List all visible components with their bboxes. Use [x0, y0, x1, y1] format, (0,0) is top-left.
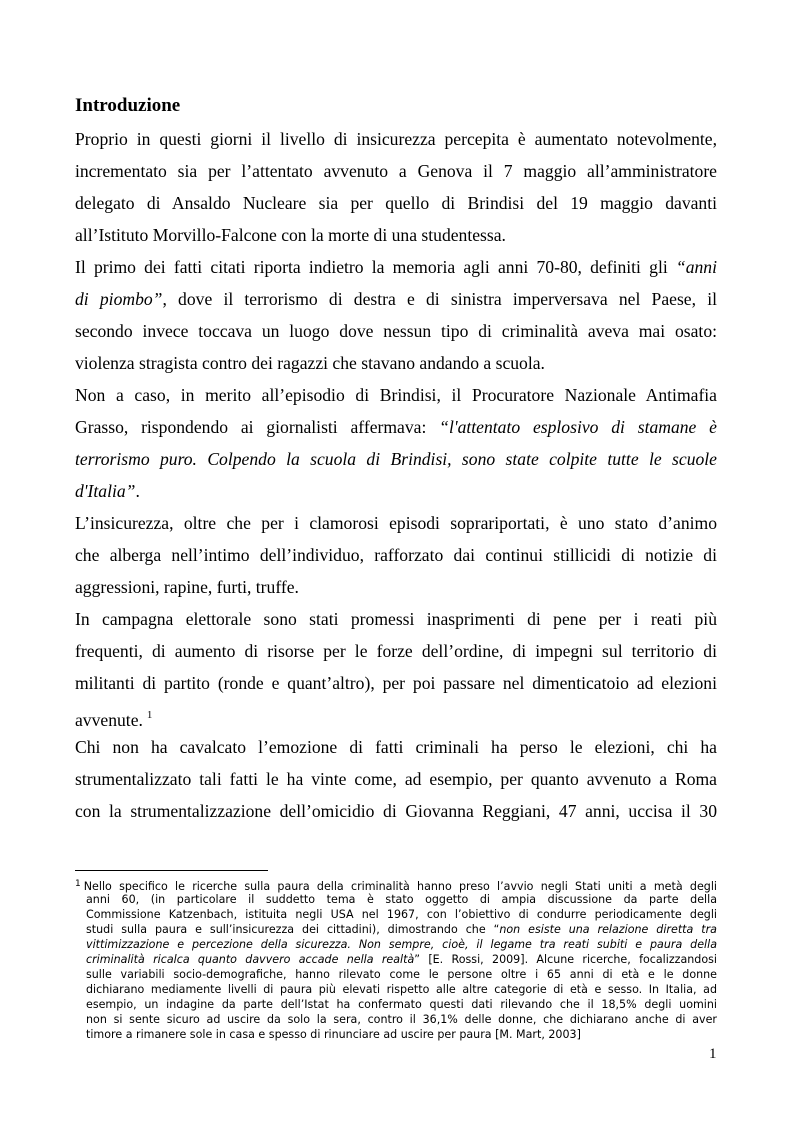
text-run: , dove il terrorismo di destra e di sinistra imperversava nel Paese, il [162, 289, 717, 309]
text-run: esempio, un indagine da parte dell’Istat ha confermato questi dati rilevando che il 18,5% degli uomini [86, 998, 717, 1011]
footnote-reference: 1 [146, 709, 153, 721]
italic-quote: criminalità ricalca quanto davvero accade nella realtà [86, 953, 415, 966]
footnote-divider [75, 870, 268, 871]
footnote-line [86, 982, 717, 997]
body-line [75, 671, 717, 695]
footnote-line [86, 922, 717, 937]
text-run: ” [E. Rossi, 2009]. Alcune ricerche, focalizzandosi [414, 953, 717, 966]
body-line [75, 479, 717, 503]
text-run: Chi non ha cavalcato l’emozione di fatti criminali ha perso le elezioni, chi ha [75, 737, 717, 757]
body-line [75, 287, 717, 311]
text-run: In campagna elettorale sono stati promessi inasprimenti di pene per i reati più [75, 609, 717, 629]
text-run: che alberga nell’intimo dell’individuo, rafforzato dai continui stillicidi di notizie di [75, 545, 717, 565]
text-run: non si sente sicuro ad uscire da solo la sera, contro il 36,1% delle donne, che dichiarano anche di aver [86, 1013, 717, 1026]
body-line [75, 415, 717, 439]
italic-quote: non esiste una relazione diretta tra [499, 923, 717, 936]
body-line [75, 543, 717, 567]
text-run: all’Istituto Morvillo-Falcone con la morte di una studentessa. [75, 225, 506, 245]
text-run: . [135, 481, 140, 501]
text-run: Commissione Katzenbach, istituita negli USA nel 1967, con l’obiettivo di condurre periodicamente degli [86, 908, 717, 921]
text-run: L’insicurezza, oltre che per i clamorosi episodi soprariportati, è uno stato d’animo [75, 513, 717, 533]
text-run: delegato di Ansaldo Nucleare sia per quello di Brindisi del 19 maggio davanti [75, 193, 717, 213]
italic-quote: d'Italia” [75, 481, 136, 501]
text-run: Grasso, rispondendo ai giornalisti affermava: [75, 417, 440, 437]
page-number: 1 [709, 1046, 717, 1062]
text-run: Nello specifico le ricerche sulla paura della criminalità hanno preso l’avvio negli Stati uniti a metà degli [83, 880, 717, 893]
body-line [75, 319, 717, 343]
footnote-line [86, 1012, 717, 1027]
body-line [75, 735, 717, 759]
footnote-line [86, 1027, 717, 1042]
italic-quote: “l'attentato esplosivo di stamane è [439, 417, 717, 437]
text-run: militanti di partito (ronde e quant’altro), per poi passare nel dimenticatoio ad elezioni [75, 673, 717, 693]
body-line [75, 255, 717, 279]
footnote-line [86, 952, 717, 967]
body-line [75, 607, 717, 631]
italic-quote: “anni [675, 257, 717, 277]
text-run: Il primo dei fatti citati riporta indietro la memoria agli anni 70-80, definiti gli [75, 257, 676, 277]
text-run: anni 60, (in particolare il suddetto tema è stato oggetto di ampia discussione da parte della [86, 893, 717, 906]
text-run: aggressioni, rapine, furti, truffe. [75, 577, 299, 597]
body-line [75, 127, 717, 151]
italic-quote: terrorismo puro. Colpendo la scuola di Brindisi, sono state colpite tutte le scuole [75, 449, 717, 469]
italic-quote: vittimizzazione e percezione della sicurezza. Non sempre, cioè, il legame tra reati subiti e paura della [86, 938, 717, 951]
text-run: Non a caso, in merito all’episodio di Brindisi, il Procuratore Nazionale Antimafia [75, 385, 717, 405]
text-run: strumentalizzato tali fatti le ha vinte come, ad esempio, per quanto avvenuto a Roma [75, 769, 717, 789]
body-line [75, 191, 717, 215]
footnote-marker: 1 [75, 879, 81, 889]
italic-quote: di piombo” [75, 289, 163, 309]
text-run: incrementato sia per l’attentato avvenuto a Genova il 7 maggio all’amministratore [75, 161, 717, 181]
footnote-line [86, 907, 717, 922]
body-line [75, 767, 717, 791]
text-run: violenza stragista contro dei ragazzi che stavano andando a scuola. [75, 353, 545, 373]
footnote-line [86, 892, 717, 907]
text-run: secondo invece toccava un luogo dove nessun tipo di criminalità aveva mai osato: [75, 321, 717, 341]
text-run: Proprio in questi giorni il livello di insicurezza percepita è aumentato notevolmente, [75, 129, 717, 149]
footnote-line [86, 967, 717, 982]
text-run: dichiarano mediamente livelli di paura più elevati rispetto alle altre categorie di età e sesso. In Italia, ad [86, 983, 717, 996]
text-run: frequenti, di aumento di risorse per le forze dell’ordine, di impegni sul territorio di [75, 641, 717, 661]
body-line [75, 799, 717, 823]
body-line [75, 511, 717, 535]
body-line [75, 703, 717, 732]
footnote-line [86, 997, 717, 1012]
body-line [75, 383, 717, 407]
body-line [75, 639, 717, 663]
text-run: timore a rimanere sole in casa e spesso di rinunciare ad uscire per paura [M. Mart, 2003] [86, 1028, 581, 1041]
body-line [75, 351, 717, 375]
body-line [75, 575, 717, 599]
text-run: sulle variabili socio-demografiche, hanno rilevato come le persone oltre i 65 anni di età e le donne [86, 968, 717, 981]
text-run: studi sulla paura e sull’insicurezza dei cittadini), dimostrando che “ [86, 923, 500, 936]
body-line [75, 159, 717, 183]
section-title: Introduzione [75, 95, 181, 116]
text-run: con la strumentalizzazione dell’omicidio di Giovanna Reggiani, 47 anni, uccisa il 30 [75, 801, 717, 821]
text-run: avvenute. [75, 710, 143, 730]
body-line [75, 447, 717, 471]
body-line [75, 223, 717, 247]
footnote-line [86, 937, 717, 952]
